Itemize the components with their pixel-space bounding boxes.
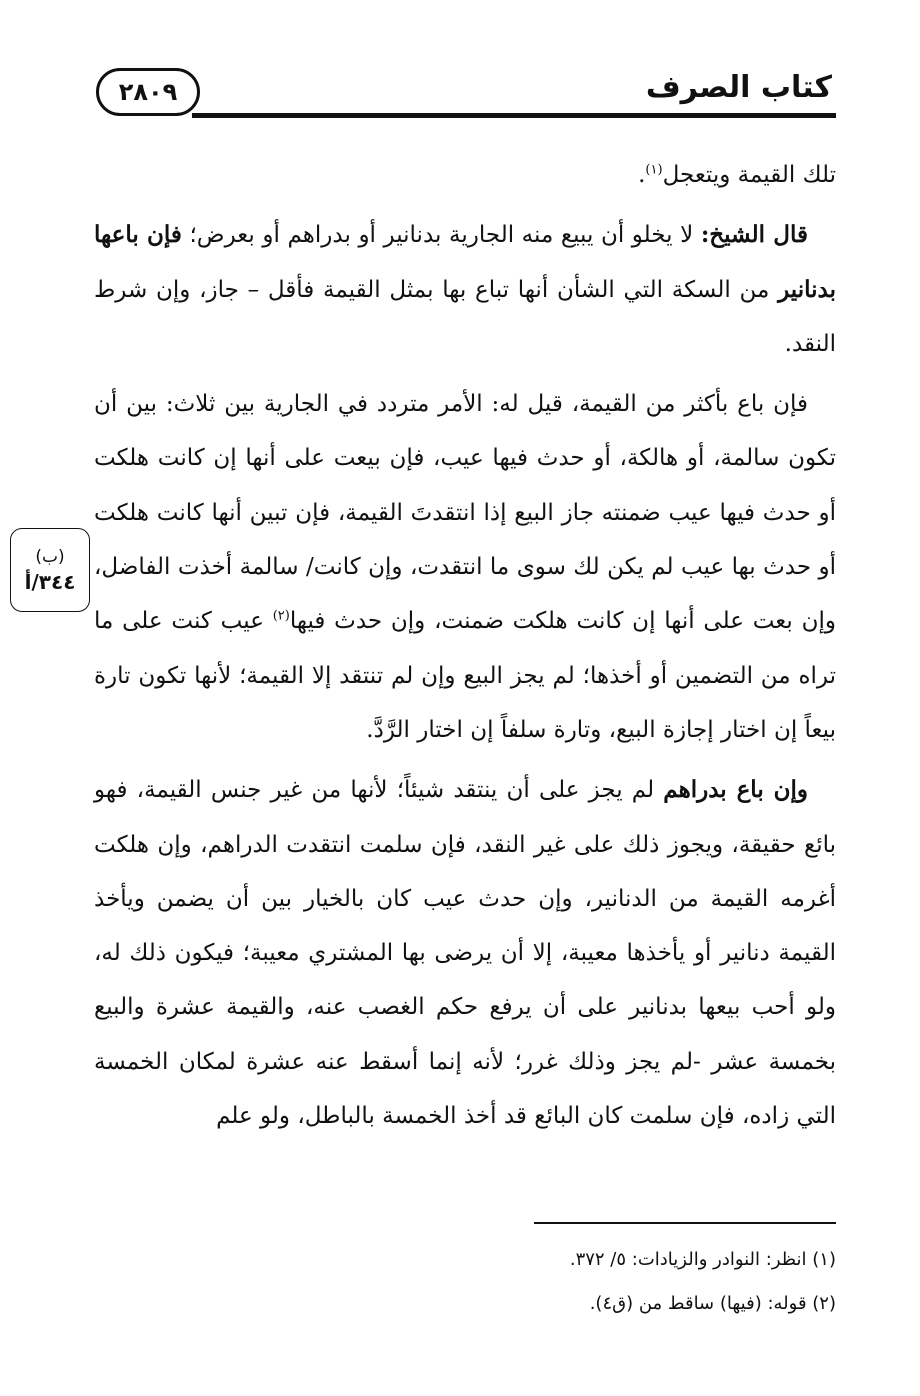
folio-note-line2: ٣٤٤/أ [24,570,76,594]
paragraph-3 [94,377,836,757]
speaker-label: قال الشيخ: [700,221,808,249]
paragraph-text: عيب كنت على ما تراه من التضمين أو أخذها؛ لم يجز البيع وإن لم تنتقد إلا القيمة؛ لأنها تكون تارة بيعاً إن اختار إجازة البيع، وتارة سلفاً إن اختار الرَّدَّ. [94,608,836,743]
page-number: ٢٨٠٩ [118,78,178,106]
footnote-ref-2: (٢) [272,608,290,624]
paragraph-text: لم يجز على أن ينتقد شيئاً؛ لأنها من غير جنس القيمة، فهو بائع حقيقة، ويجوز ذلك على غير النقد، فإن سلمت انتقدت الدراهم، وإن هلكت أغرمه القيمة من الدنانير، وإن حدث عيب كان بالخيار بين أن يضمن ويأخذ القيمة دنانير أو يأخذها معيبة، إلا أن يرضى بها المشتري معيبة؛ فيكون ذلك له، ولو أحب بيعها بدنانير على أن يرفع حكم الغصب عنه، والقيمة عشرة والبيع بخمسة عشر -لم يجز وذلك غرر؛ لأنه إنما أسقط عنه عشرة لمكان الخمسة التي زاده، فإن سلمت كان البائع قد أخذ الخمسة بالباطل، ولو علم [94,777,836,1130]
manuscript-folio-note [10,528,90,612]
bold-phrase: فإن باعها بدنانير [94,221,836,303]
paragraph-2 [94,208,836,371]
bold-phrase: وإن باع بدراهم [663,776,808,804]
main-text [94,148,836,1143]
sentence-end: . [638,162,646,188]
paragraph-text: فإن باع بأكثر من القيمة، قيل له: الأمر متردد في الجارية بين ثلاث: بين أن تكون سالمة، أو هالكة، أو حدث فيها عيب، فإن بيعت على أنها إن كانت هلكت أو حدث فيها عيب ضمنته جاز البيع إذا انتقدتَ القيمة، فإن تبين أنها كانت هلكت أو حدث بها عيب لم يكن لك سوى ما انتقدت، وإن كانت/ سالمة أخذت الفاضل، وإن بعت على أنها إن كانت هلكت ضمنت، وإن حدث فيها [94,391,836,635]
paragraph-1 [94,148,836,202]
header-rule [192,113,836,118]
footnote-2: (٢) قوله: (فيها) ساقط من (ق٤). [589,1293,836,1314]
paragraph-text: لا يخلو أن يبيع منه الجارية بدنانير أو بدراهم أو بعرض؛ [181,222,701,249]
page-number-badge [96,68,200,116]
footnote-ref-1: (١) [645,162,663,178]
folio-note-line1: (ب) [35,547,65,567]
footnote-1: (١) انظر: النوادر والزيادات: ٥/ ٣٧٢. [569,1249,836,1270]
paragraph-text: تلك القيمة ويتعجل [662,162,836,188]
footnote-rule [534,1222,836,1224]
paragraph-text: من السكة التي الشأن أنها تباع بها بمثل القيمة فأقل – جاز، وإن شرط النقد. [94,276,836,357]
footnotes [300,1238,836,1326]
paragraph-4 [94,763,836,1143]
running-header-title: كتاب الصرف [645,70,832,105]
